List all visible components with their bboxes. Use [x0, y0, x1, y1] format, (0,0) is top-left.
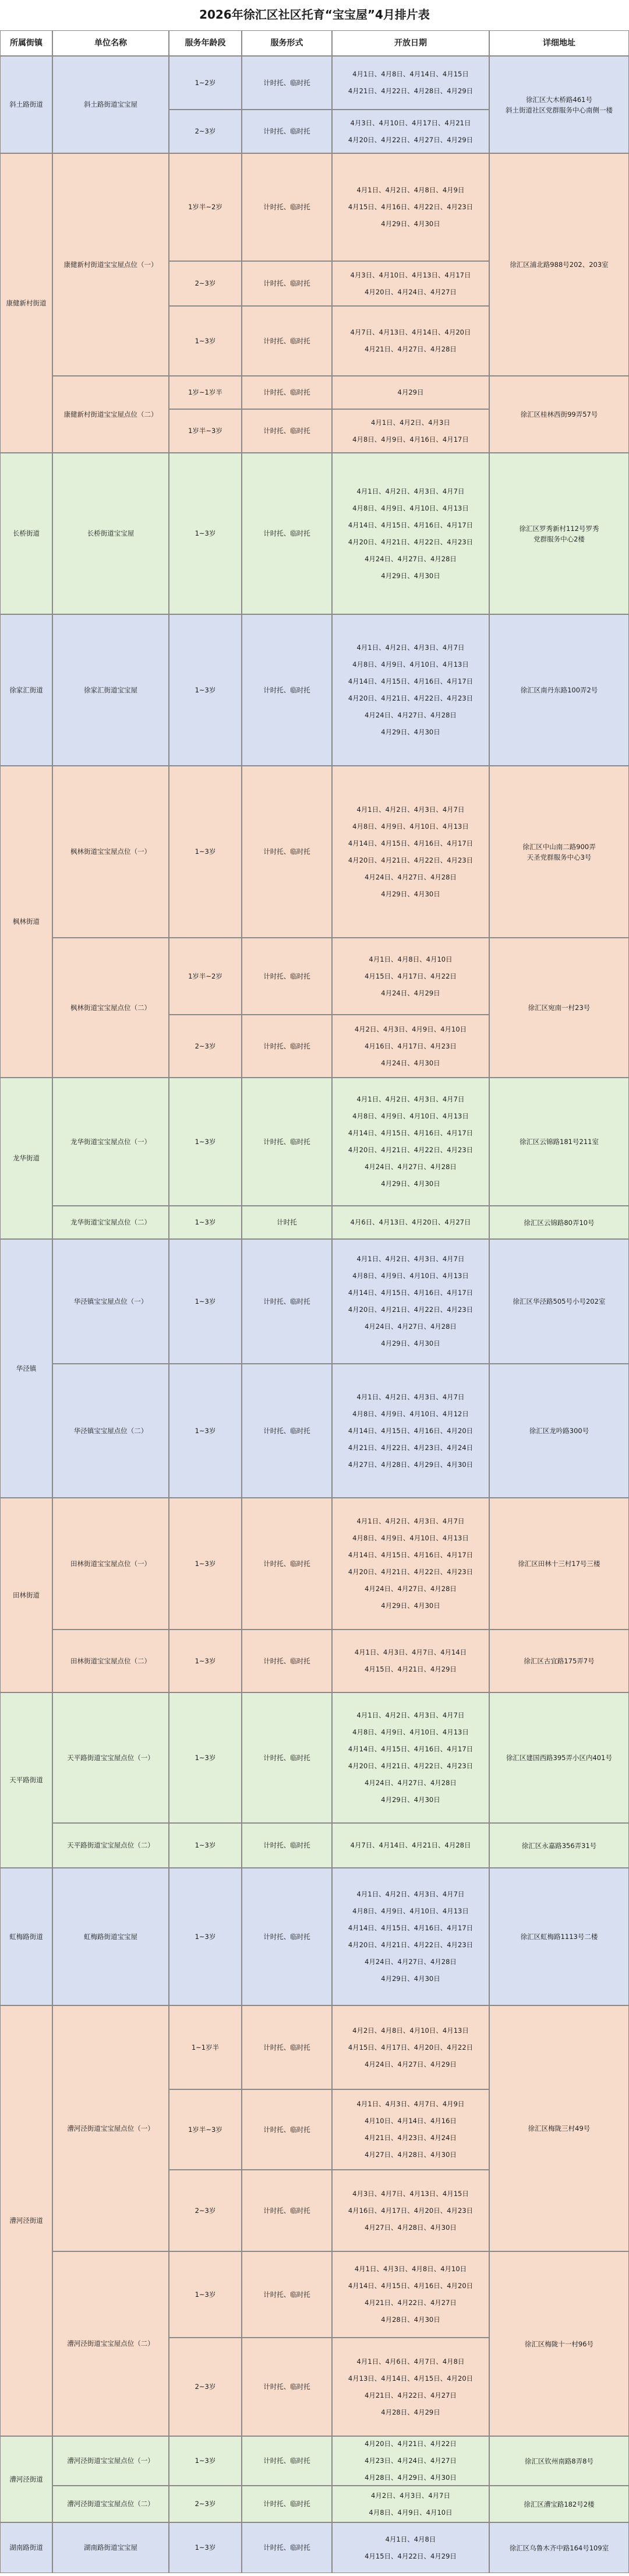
service-form-cell: 计时托、临时托	[242, 2436, 332, 2486]
address-cell: 徐汇区桂林西街99弄57号	[489, 376, 629, 453]
header-unit: 单位名称	[52, 30, 169, 56]
unit-name-cell: 天平路街道宝宝屋点位（二）	[52, 1823, 169, 1868]
dates-cell: 4月2日、4月8日、4月10日、4月13日 4月15日、4月17日、4月20日、4月22日 4月24日、4月27日、4月29日	[332, 2005, 489, 2089]
unit-name-cell: 枫林街道宝宝屋点位（一）	[52, 766, 169, 938]
address-cell: 徐汇区云锦路80弄10号	[489, 1206, 629, 1239]
age-cell: 1~3岁	[169, 1498, 242, 1630]
age-cell: 1岁~1岁半	[169, 376, 242, 409]
service-form-cell: 计时托、临时托	[242, 1823, 332, 1868]
service-form-cell: 计时托、临时托	[242, 1015, 332, 1078]
street-cell: 龙华街道	[0, 1078, 52, 1239]
service-form-cell: 计时托、临时托	[242, 453, 332, 614]
dates-cell: 4月1日、4月3日、4月8日、4月10日 4月14日、4月15日、4月16日、4月20日 4月21日、4月22日、4月27日 4月28日、4月30日	[332, 2251, 489, 2338]
service-form-cell: 计时托、临时托	[242, 1364, 332, 1498]
unit-name-cell: 漕河泾街道宝宝屋点位（二）	[52, 2486, 169, 2522]
street-cell: 斜土路街道	[0, 56, 52, 153]
address-cell: 徐汇区田林十三村17号三楼	[489, 1498, 629, 1630]
dates-cell: 4月1日、4月6日、4月7日、4月8日 4月13日、4月14日、4月15日、4月20日 4月21日、4月22日、4月27日 4月28日、4月29日	[332, 2338, 489, 2436]
dates-cell: 4月1日、4月2日、4月3日、4月7日 4月8日、4月9日、4月10日、4月13日 4月14日、4月15日、4月16日、4月17日 4月20日、4月21日、4月22日、4月23日 4月24日、4月27日、4月28日 4月29日、4月30日	[332, 1692, 489, 1823]
header-age: 服务年龄段	[169, 30, 242, 56]
address-cell: 徐汇区虹梅路1113号二楼	[489, 1868, 629, 2005]
header-address: 详细地址	[489, 30, 629, 56]
unit-name-cell: 康健新村街道宝宝屋点位（二）	[52, 376, 169, 453]
age-cell: 1~2岁	[169, 56, 242, 110]
dates-cell: 4月1日、4月2日、4月3日、4月7日 4月8日、4月9日、4月10日、4月12日 4月14日、4月15日、4月16日、4月20日 4月21日、4月22日、4月23日、4月24日 4月27日、4月28日、4月29日、4月30日	[332, 1364, 489, 1498]
dates-cell: 4月2日、4月3日、4月9日、4月10日 4月16日、4月17日、4月23日 4月24日、4月30日	[332, 1015, 489, 1078]
header-street: 所属街镇	[0, 30, 52, 56]
street-cell: 华泾镇	[0, 1239, 52, 1498]
service-form-cell: 计时托、临时托	[242, 1692, 332, 1823]
dates-cell: 4月1日、4月3日、4月7日、4月14日 4月15日、4月21日、4月29日	[332, 1630, 489, 1692]
age-cell: 1~3岁	[169, 453, 242, 614]
age-cell: 1~3岁	[169, 2251, 242, 2338]
service-form-cell: 计时托、临时托	[242, 1078, 332, 1206]
service-form-cell: 计时托、临时托	[242, 766, 332, 938]
service-form-cell: 计时托、临时托	[242, 110, 332, 153]
dates-cell: 4月1日、4月2日、4月3日、4月7日 4月8日、4月9日、4月10日、4月13日 4月14日、4月15日、4月16日、4月17日 4月20日、4月21日、4月22日、4月23日 4月24日、4月27日、4月28日 4月29日、4月30日	[332, 453, 489, 614]
dates-cell: 4月7日、4月14日、4月21日、4月28日	[332, 1823, 489, 1868]
unit-name-cell: 漕河泾街道宝宝屋点位（一）	[52, 2436, 169, 2486]
schedule-table	[0, 30, 629, 2574]
unit-name-cell: 华泾镇宝宝屋点位（二）	[52, 1364, 169, 1498]
dates-cell: 4月29日	[332, 376, 489, 409]
unit-name-cell: 田林街道宝宝屋点位（二）	[52, 1630, 169, 1692]
service-form-cell: 计时托、临时托	[242, 153, 332, 261]
dates-cell: 4月3日、4月10日、4月17日、4月21日 4月20日、4月22日、4月27日、4月29日	[332, 110, 489, 153]
dates-cell: 4月3日、4月7日、4月13日、4月15日 4月16日、4月17日、4月20日、4月23日 4月27日、4月28日、4月30日	[332, 2170, 489, 2251]
unit-name-cell: 康健新村街道宝宝屋点位（一）	[52, 153, 169, 376]
street-cell: 徐家汇街道	[0, 614, 52, 766]
street-cell: 虹梅路街道	[0, 1868, 52, 2005]
header-form: 服务形式	[242, 30, 332, 56]
dates-cell: 4月6日、4月13日、4月20日、4月27日	[332, 1206, 489, 1239]
dates-cell: 4月7日、4月13日、4月14日、4月20日 4月21日、4月27日、4月28日	[332, 306, 489, 376]
address-cell: 徐汇区乌鲁木齐中路164号109室	[489, 2522, 629, 2573]
unit-name-cell: 华泾镇宝宝屋点位（一）	[52, 1239, 169, 1364]
age-cell: 1岁半~2岁	[169, 938, 242, 1015]
age-cell: 1岁半~2岁	[169, 153, 242, 261]
unit-name-cell: 徐家汇街道宝宝屋	[52, 614, 169, 766]
address-cell: 徐汇区罗秀新村112号罗秀 党群服务中心2楼	[489, 453, 629, 614]
address-cell: 徐汇区梅陇三村49号	[489, 2005, 629, 2251]
dates-cell: 4月1日、4月3日、4月7日、4月9日 4月10日、4月14日、4月16日 4月21日、4月23日、4月24日 4月27日、4月28日、4月30日	[332, 2089, 489, 2170]
service-form-cell: 计时托、临时托	[242, 2486, 332, 2522]
unit-name-cell: 虹梅路街道宝宝屋	[52, 1868, 169, 2005]
unit-name-cell: 龙华街道宝宝屋点位（一）	[52, 1078, 169, 1206]
dates-cell: 4月1日、4月8日、4月10日 4月15日、4月17日、4月22日 4月24日、4月29日	[332, 938, 489, 1015]
age-cell: 1~3岁	[169, 2522, 242, 2573]
address-cell: 徐汇区中山南二路900弄 天圣党群服务中心3号	[489, 766, 629, 938]
unit-name-cell: 斜土路街道宝宝屋	[52, 56, 169, 153]
service-form-cell: 计时托、临时托	[242, 1630, 332, 1692]
unit-name-cell: 漕河泾街道宝宝屋点位（二）	[52, 2251, 169, 2436]
age-cell: 1~3岁	[169, 306, 242, 376]
unit-name-cell: 漕河泾街道宝宝屋点位（一）	[52, 2005, 169, 2251]
address-cell: 徐汇区宛南一村23号	[489, 938, 629, 1078]
service-form-cell: 计时托、临时托	[242, 56, 332, 110]
address-cell: 徐汇区大木桥路461号 斜土街道社区党群服务中心南侧一楼	[489, 56, 629, 153]
age-cell: 1~3岁	[169, 2436, 242, 2486]
street-cell: 天平路街道	[0, 1692, 52, 1868]
service-form-cell: 计时托、临时托	[242, 1498, 332, 1630]
dates-cell: 4月1日、4月2日、4月3日、4月7日 4月8日、4月9日、4月10日、4月13日 4月14日、4月15日、4月16日、4月17日 4月20日、4月21日、4月22日、4月23日 4月24日、4月27日、4月28日 4月29日、4月30日	[332, 1868, 489, 2005]
age-cell: 2~3岁	[169, 110, 242, 153]
service-form-cell: 计时托、临时托	[242, 2338, 332, 2436]
unit-name-cell: 天平路街道宝宝屋点位（一）	[52, 1692, 169, 1823]
service-form-cell: 计时托、临时托	[242, 1868, 332, 2005]
dates-cell: 4月1日、4月2日、4月3日、4月7日 4月8日、4月9日、4月10日、4月13日 4月14日、4月15日、4月16日、4月17日 4月20日、4月21日、4月22日、4月23日 4月24日、4月27日、4月28日 4月29日、4月30日	[332, 1498, 489, 1630]
dates-cell: 4月1日、4月2日、4月3日、4月7日 4月8日、4月9日、4月10日、4月13日 4月14日、4月15日、4月16日、4月17日 4月20日、4月21日、4月22日、4月23日 4月24日、4月27日、4月28日 4月29日、4月30日	[332, 1239, 489, 1364]
service-form-cell: 计时托、临时托	[242, 614, 332, 766]
age-cell: 2~3岁	[169, 1015, 242, 1078]
age-cell: 1~3岁	[169, 1078, 242, 1206]
dates-cell: 4月1日、4月2日、4月3日、4月7日 4月8日、4月9日、4月10日、4月13日 4月14日、4月15日、4月16日、4月17日 4月20日、4月21日、4月22日、4月23日 4月24日、4月27日、4月28日 4月29日、4月30日	[332, 1078, 489, 1206]
service-form-cell: 计时托、临时托	[242, 2089, 332, 2170]
age-cell: 1岁半~3岁	[169, 409, 242, 453]
service-form-cell: 计时托、临时托	[242, 376, 332, 409]
service-form-cell: 计时托	[242, 1206, 332, 1239]
street-cell: 康健新村街道	[0, 153, 52, 453]
address-cell: 徐汇区梅陇十一村96号	[489, 2251, 629, 2436]
street-cell: 田林街道	[0, 1498, 52, 1692]
dates-cell: 4月1日、4月2日、4月8日、4月9日 4月15日、4月16日、4月22日、4月23日 4月29日、4月30日	[332, 153, 489, 261]
age-cell: 1岁半~3岁	[169, 2089, 242, 2170]
unit-name-cell: 枫林街道宝宝屋点位（二）	[52, 938, 169, 1078]
age-cell: 2~3岁	[169, 261, 242, 306]
address-cell: 徐汇区漕宝路182号2楼	[489, 2486, 629, 2522]
address-cell: 徐汇区南丹东路100弄2号	[489, 614, 629, 766]
street-cell: 枫林街道	[0, 766, 52, 1078]
age-cell: 1~3岁	[169, 766, 242, 938]
service-form-cell: 计时托、临时托	[242, 2005, 332, 2089]
age-cell: 1~3岁	[169, 1364, 242, 1498]
age-cell: 1~1岁半	[169, 2005, 242, 2089]
address-cell: 徐汇区云锦路181号211室	[489, 1078, 629, 1206]
street-cell: 长桥街道	[0, 453, 52, 614]
unit-name-cell: 龙华街道宝宝屋点位（二）	[52, 1206, 169, 1239]
street-cell: 漕河泾街道	[0, 2436, 52, 2522]
address-cell: 徐汇区永嘉路356弄31号	[489, 1823, 629, 1868]
age-cell: 1~3岁	[169, 1206, 242, 1239]
service-form-cell: 计时托、临时托	[242, 1239, 332, 1364]
dates-cell: 4月1日、4月2日、4月3日、4月7日 4月8日、4月9日、4月10日、4月13日 4月14日、4月15日、4月16日、4月17日 4月20日、4月21日、4月22日、4月23日 4月24日、4月27日、4月28日 4月29日、4月30日	[332, 614, 489, 766]
dates-cell: 4月3日、4月10日、4月13日、4月17日 4月20日、4月24日、4月27日	[332, 261, 489, 306]
dates-cell: 4月2日、4月3日、4月7日 4月8日、4月9日、4月10日	[332, 2486, 489, 2522]
age-cell: 2~3岁	[169, 2486, 242, 2522]
dates-cell: 4月1日、4月2日、4月3日 4月8日、4月9日、4月16日、4月17日	[332, 409, 489, 453]
unit-name-cell: 田林街道宝宝屋点位（一）	[52, 1498, 169, 1630]
age-cell: 2~3岁	[169, 2170, 242, 2251]
service-form-cell: 计时托、临时托	[242, 2522, 332, 2573]
dates-cell: 4月20日、4月21日、4月22日 4月23日、4月24日、4月27日 4月28日、4月29日、4月30日	[332, 2436, 489, 2486]
service-form-cell: 计时托、临时托	[242, 261, 332, 306]
header-dates: 开放日期	[332, 30, 489, 56]
dates-cell: 4月1日、4月2日、4月3日、4月7日 4月8日、4月9日、4月10日、4月13日 4月14日、4月15日、4月16日、4月17日 4月20日、4月21日、4月22日、4月23日 4月24日、4月27日、4月28日 4月29日、4月30日	[332, 766, 489, 938]
service-form-cell: 计时托、临时托	[242, 409, 332, 453]
address-cell: 徐汇区钦州南路8弄8号	[489, 2436, 629, 2486]
age-cell: 1~3岁	[169, 1239, 242, 1364]
unit-name-cell: 长桥街道宝宝屋	[52, 453, 169, 614]
address-cell: 徐汇区华泾路505号小号202室	[489, 1239, 629, 1364]
street-cell: 湖南路街道	[0, 2522, 52, 2573]
service-form-cell: 计时托、临时托	[242, 306, 332, 376]
page-title: 2026年徐汇区社区托育“宝宝屋”4月排片表	[199, 8, 430, 22]
street-cell: 漕河泾街道	[0, 2005, 52, 2436]
age-cell: 1~3岁	[169, 1823, 242, 1868]
service-form-cell: 计时托、临时托	[242, 2170, 332, 2251]
age-cell: 1~3岁	[169, 1868, 242, 2005]
age-cell: 2~3岁	[169, 2338, 242, 2436]
address-cell: 徐汇区浦北路988号202、203室	[489, 153, 629, 376]
address-cell: 徐汇区龙吟路300号	[489, 1364, 629, 1498]
age-cell: 1~3岁	[169, 614, 242, 766]
age-cell: 1~3岁	[169, 1692, 242, 1823]
dates-cell: 4月1日、4月8日、4月14日、4月15日 4月21日、4月22日、4月28日、4月29日	[332, 56, 489, 110]
address-cell: 徐汇区建国西路395弄小区内401号	[489, 1692, 629, 1823]
address-cell: 徐汇区古宜路175弄7号	[489, 1630, 629, 1692]
service-form-cell: 计时托、临时托	[242, 938, 332, 1015]
dates-cell: 4月1日、4月8日 4月15日、4月22日、4月29日	[332, 2522, 489, 2573]
service-form-cell: 计时托、临时托	[242, 2251, 332, 2338]
unit-name-cell: 湖南路街道宝宝屋	[52, 2522, 169, 2573]
age-cell: 1~3岁	[169, 1630, 242, 1692]
